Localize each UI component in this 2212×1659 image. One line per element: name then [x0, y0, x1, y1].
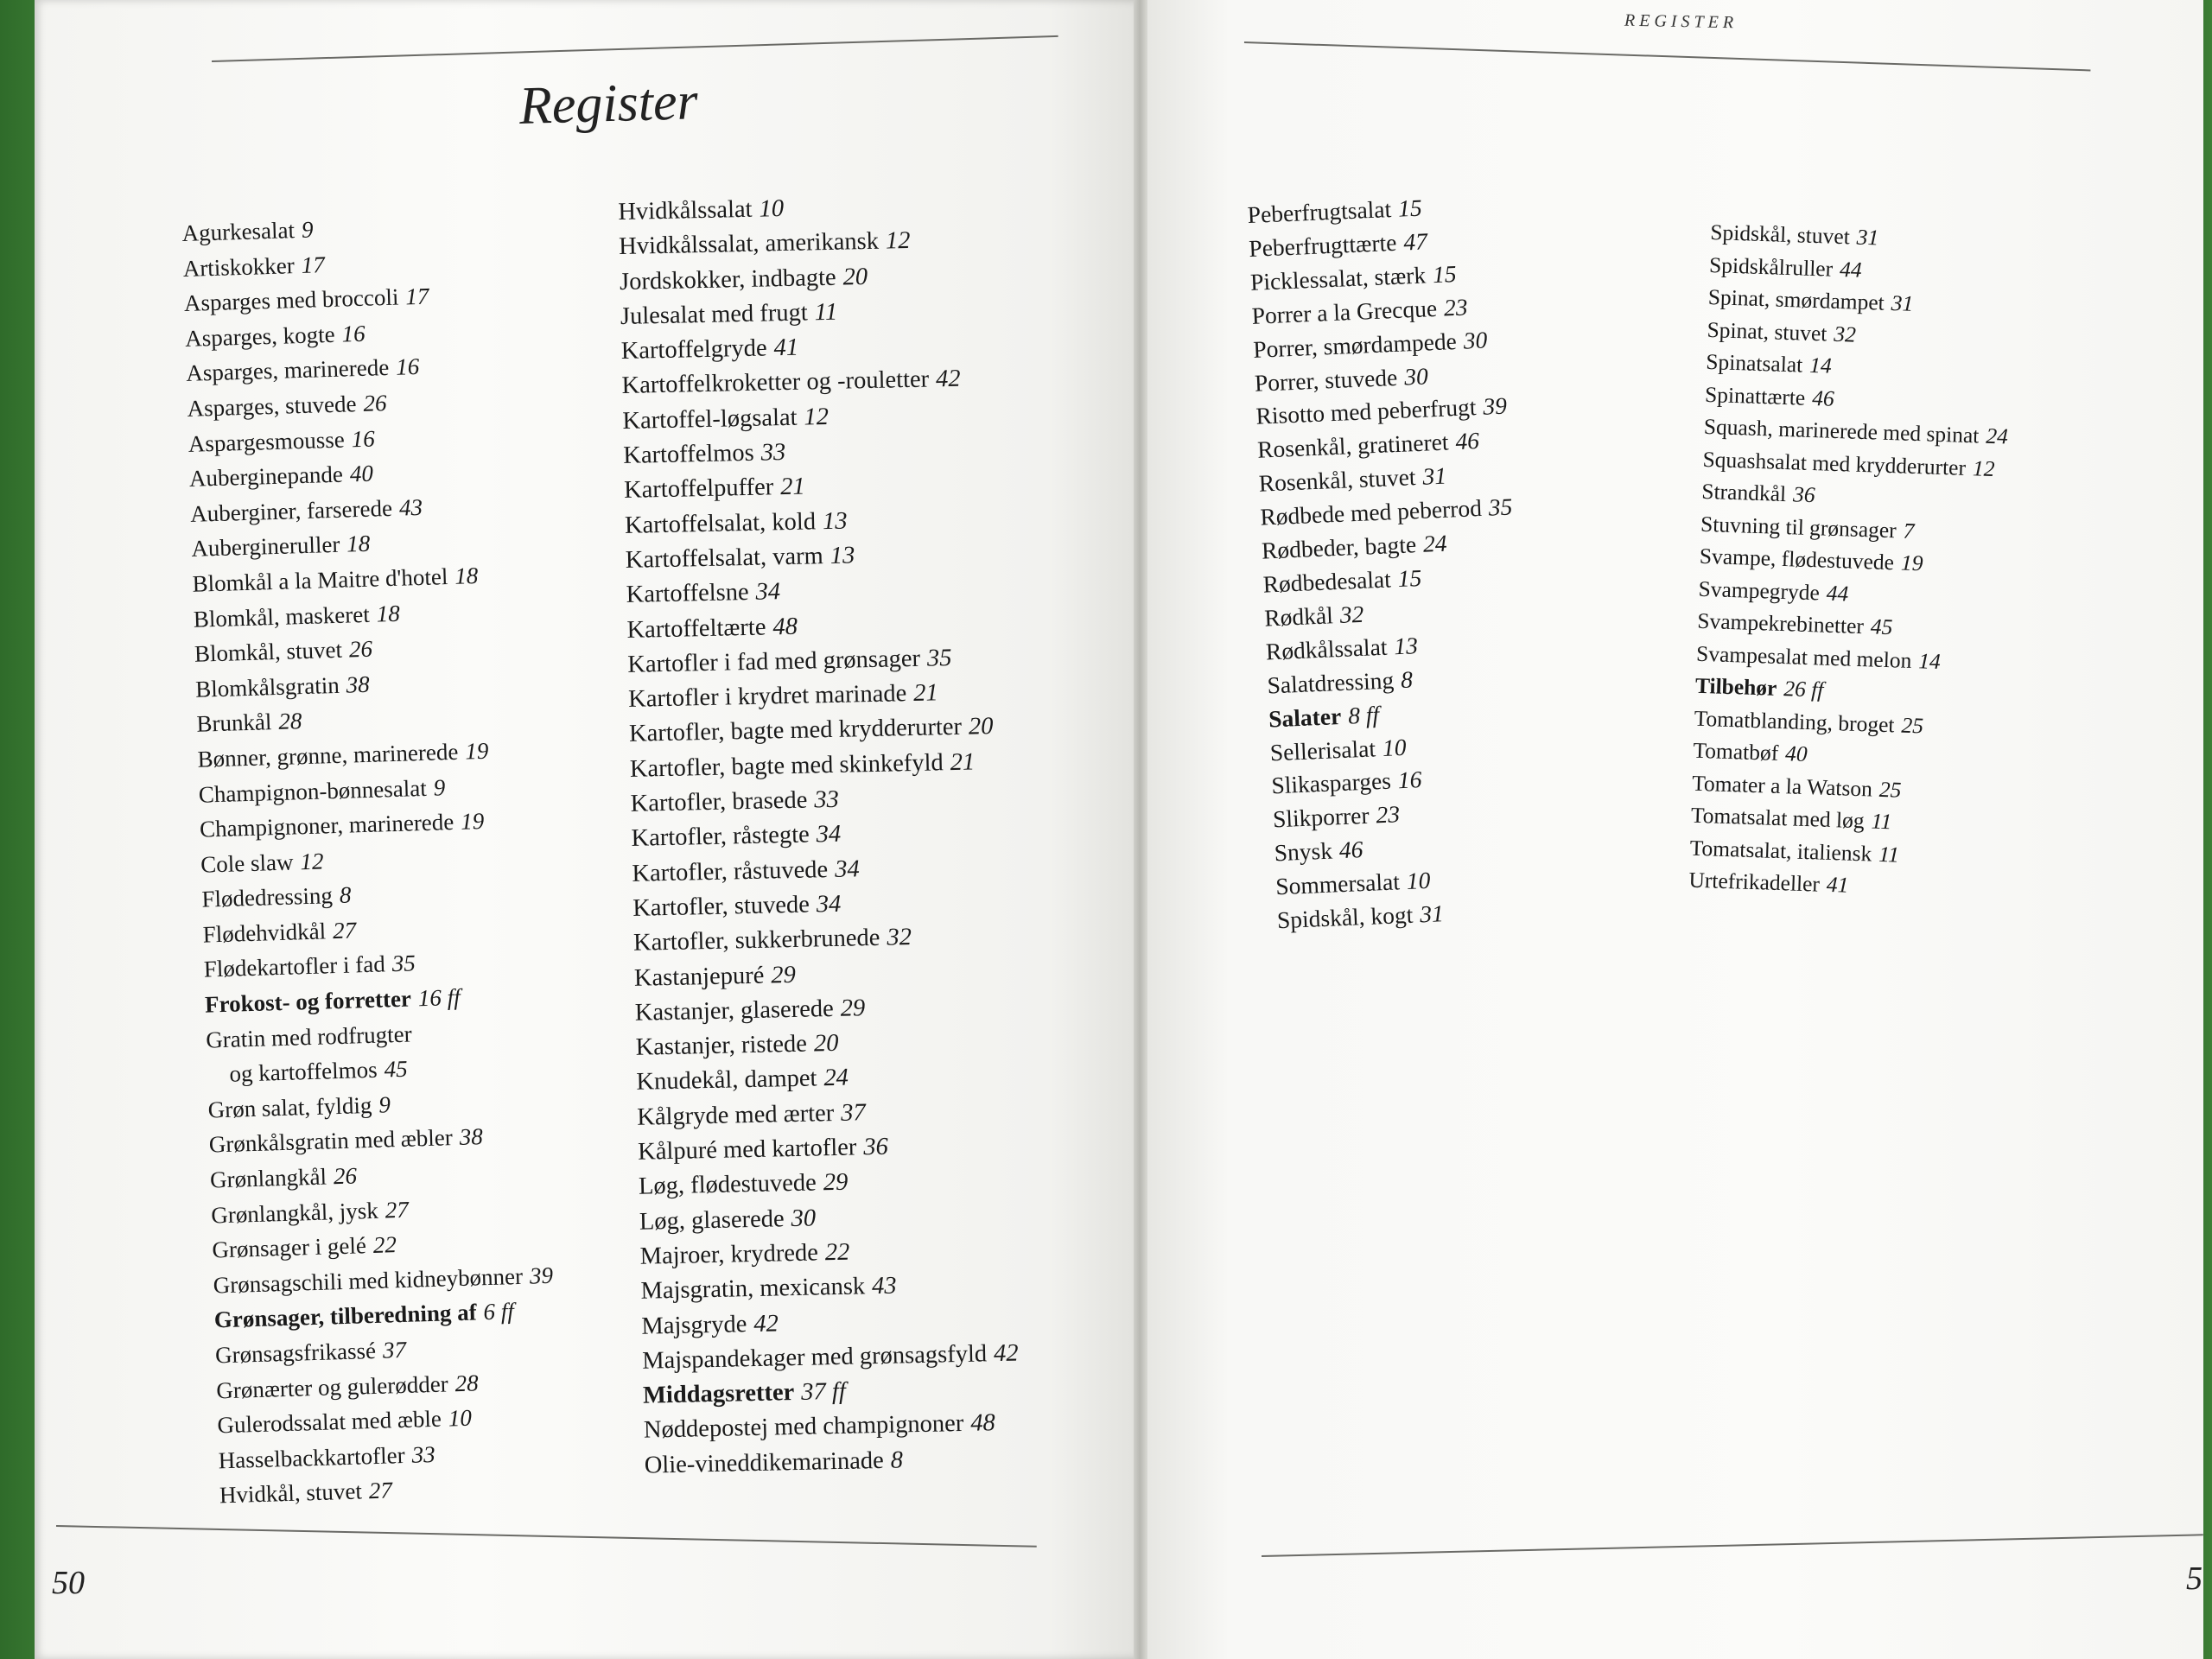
- index-entry-title: Peberfrugttærte: [1248, 228, 1397, 262]
- index-entry-page: 39: [1482, 392, 1508, 421]
- index-entry-page: 26 ff: [1783, 676, 1824, 702]
- index-entry-page: 43: [398, 493, 423, 521]
- index-entry-page: 48: [772, 613, 798, 640]
- index-entry-title: Blomkål a la Maitre d'hotel: [192, 563, 448, 597]
- index-entry-title: Peberfrugtsalat: [1247, 195, 1392, 228]
- index-entry-page: 44: [1839, 256, 1863, 283]
- index-entry-page: 42: [993, 1339, 1019, 1367]
- index-entry-page: 30: [1403, 361, 1429, 391]
- index-entry-title: Sellerisalat: [1269, 734, 1376, 766]
- index-entry-page: 36: [863, 1133, 889, 1161]
- index-entry-page: 46: [1811, 385, 1835, 411]
- index-entry-page: 34: [834, 855, 860, 883]
- index-column-2: [618, 188, 1021, 1484]
- index-entry-title: Tilbehør: [1694, 672, 1777, 701]
- index-entry-page: 13: [822, 507, 848, 535]
- index-entry-page: 21: [779, 473, 805, 501]
- index-entry-title: Spinatsalat: [1705, 348, 1803, 378]
- index-entry-page: 37: [840, 1098, 867, 1127]
- index-entry-page: 22: [824, 1238, 850, 1267]
- index-entry-title: Rødkål: [1263, 601, 1334, 632]
- index-entry-title: Majsgryde: [641, 1310, 747, 1340]
- index-entry-title: Kartoffelgryde: [620, 334, 767, 365]
- index-entry-title: Porrer, smørdampede: [1252, 327, 1458, 363]
- index-entry-title: Hvidkålssalat: [618, 195, 753, 226]
- index-entry-page: 11: [814, 298, 838, 327]
- index-entry-title: Rødbeder, bagte: [1261, 531, 1417, 564]
- index-entry-page: 33: [760, 439, 786, 467]
- index-entry-title: Kartofler i krydret marinade: [627, 680, 907, 714]
- index-column-3: [1247, 188, 1530, 938]
- index-entry-title: Auberginer, farserede: [189, 494, 393, 527]
- index-entry-title: Grønsagschili med kidneybønner: [213, 1262, 524, 1299]
- index-entry-title: Gulerodssalat med æble: [217, 1405, 442, 1439]
- index-entry-title: Gratin med rodfrugter: [205, 1020, 413, 1053]
- index-entry-page: 46: [1454, 427, 1480, 455]
- index-entry-title: Kartofler, sukkerbrunede: [632, 925, 880, 957]
- index-entry-title: Champignoner, marinerede: [199, 809, 454, 842]
- index-entry-title: Asparges, kogte: [184, 321, 336, 352]
- index-entry-title: Blomkål, maskeret: [193, 601, 371, 632]
- index-entry-page: 10: [1406, 866, 1431, 895]
- index-entry-page: 41: [1826, 871, 1849, 898]
- index-entry-title: Hasselbackkartofler: [218, 1441, 405, 1474]
- index-entry-page: 8 ff: [1347, 700, 1380, 729]
- index-entry-page: 26: [348, 635, 373, 663]
- index-entry-page: 23: [1375, 800, 1401, 829]
- index-entry-page: 24: [1422, 529, 1448, 557]
- book-gutter: [1134, 0, 1147, 1659]
- index-entry-title: Løg, glaserede: [639, 1205, 785, 1236]
- index-entry-page: 33: [411, 1440, 435, 1468]
- index-entry-title: Kartoffelmos: [622, 439, 755, 470]
- index-entry-title: Grønærter og gulerødder: [215, 1370, 449, 1403]
- index-entry-title: Spidskål, kogt: [1276, 900, 1414, 934]
- index-entry-page: 27: [385, 1196, 410, 1224]
- index-entry-page: 27: [332, 917, 357, 944]
- index-entry-page: 31: [1856, 224, 1879, 251]
- index-entry-page: 28: [454, 1370, 480, 1396]
- index-entry-title: Tomatblanding, broget: [1694, 705, 1896, 737]
- index-entry-title: Grønsagsfrikassé: [214, 1337, 377, 1369]
- index-entry-page: 41: [773, 334, 799, 362]
- index-entry-title: Majsgratin, mexicansk: [640, 1273, 866, 1305]
- index-entry-page: 20: [968, 713, 994, 741]
- index-entry-page: 8: [1400, 665, 1414, 693]
- index-entry-page: 16: [1397, 766, 1422, 794]
- index-entry-page: 22: [372, 1231, 397, 1259]
- index-entry-title: Porrer a la Grecque: [1251, 294, 1438, 329]
- index-entry-title: Blomkål, stuvet: [194, 636, 343, 667]
- index-entry-page: 7: [1903, 518, 1915, 543]
- index-entry-page: 47: [1402, 227, 1428, 256]
- index-entry-title: Kartofler, stuvede: [632, 891, 810, 922]
- index-entry-title: Asparges, marinerede: [185, 354, 390, 387]
- index-entry-title: Spinat, stuvet: [1707, 316, 1827, 346]
- index-entry-page: 39: [529, 1262, 554, 1289]
- page-number-left: 50: [52, 1565, 85, 1601]
- index-entry-title: Auberginepande: [188, 461, 344, 493]
- index-entry-page: 11: [1878, 841, 1900, 868]
- index-entry-page: 31: [1891, 289, 1914, 316]
- index-entry-title: Kartofler, bagte med krydderurter: [628, 714, 963, 748]
- index-entry-page: 17: [404, 283, 429, 310]
- index-entry-title: Slikporrer: [1272, 802, 1370, 833]
- index-entry-title: Blomkålsgratin: [194, 671, 340, 702]
- index-entry-page: 18: [346, 531, 371, 557]
- index-entry-title: Flødedressing: [201, 882, 334, 912]
- index-entry-title: Champignon-bønnesalat: [198, 774, 428, 808]
- index-entry-title: Grønlangkål: [209, 1163, 327, 1193]
- index-entry-page: 35: [926, 644, 952, 672]
- index-entry-page: 8: [339, 881, 352, 909]
- index-entry-page: 8: [890, 1446, 904, 1474]
- index-entry-page: 32: [1339, 600, 1364, 628]
- index-entry-title: Grønkålsgratin med æbler: [208, 1124, 454, 1158]
- index-entry-title: Cole slaw: [200, 849, 294, 878]
- index-entry-page: 9: [301, 216, 314, 243]
- index-entry-title: Slikasparges: [1270, 767, 1392, 799]
- index-entry-page: 16: [351, 425, 376, 452]
- index-entry-title: Tomater a la Watson: [1691, 770, 1873, 802]
- index-entry-title: Aspargesmousse: [188, 426, 346, 457]
- index-entry-title: Grønsager, tilberedning af: [213, 1299, 478, 1333]
- index-entry-title: Kartoffelsne: [626, 579, 749, 609]
- index-entry-title: Spinattærte: [1704, 381, 1806, 410]
- running-head: REGISTER: [1624, 10, 1738, 33]
- index-entry-page: 35: [391, 950, 416, 977]
- index-entry-page: 31: [1419, 899, 1445, 928]
- index-entry-title: Rødbedesalat: [1262, 565, 1392, 598]
- index-entry-title: Salatdressing: [1266, 666, 1395, 699]
- index-entry-page: 11: [1871, 808, 1892, 835]
- index-entry-title: Brunkål: [196, 709, 272, 738]
- index-entry-page: 18: [454, 562, 479, 589]
- index-entry-page: 21: [912, 679, 939, 708]
- index-entry-page: 10: [448, 1404, 473, 1432]
- index-entry-title: Spidskål, stuvet: [1709, 219, 1851, 250]
- index-entry-title: Aubergineruller: [190, 531, 340, 563]
- index-entry-title: Kartoffel-løgsalat: [622, 404, 798, 435]
- index-entry-page: 38: [346, 671, 371, 698]
- index-entry-page: 14: [1917, 647, 1942, 674]
- index-entry-title: Kartoffelpuffer: [623, 474, 774, 505]
- index-entry-title: Kartoffelsalat, varm: [625, 543, 824, 574]
- index-entry-page: 24: [1985, 423, 2009, 449]
- index-entry-title: Majroer, krydrede: [639, 1239, 819, 1270]
- index-entry-page: 23: [1443, 293, 1469, 321]
- index-entry-title: Rosenkål, stuvet: [1258, 463, 1417, 497]
- index-entry-title: Porrer, stuvede: [1254, 363, 1398, 397]
- index-entry-title: Squash, marinerede med spinat: [1703, 413, 1980, 448]
- index-entry-title: Rødbede med peberrod: [1259, 494, 1483, 531]
- index-entry-page: 29: [840, 995, 866, 1022]
- index-entry-page: 14: [1808, 352, 1833, 378]
- index-entry-page: 20: [813, 1029, 839, 1058]
- index-entry-page: 32: [1833, 321, 1857, 347]
- index-entry-title: Flødekartofler i fad: [203, 950, 386, 983]
- index-entry-page: 34: [816, 890, 842, 918]
- index-column-1: [181, 206, 560, 1513]
- index-entry-page: 16: [395, 353, 420, 381]
- index-entry-page: 25: [1901, 712, 1924, 738]
- index-entry-title: Risotto med peberfrugt: [1255, 393, 1478, 430]
- index-entry-page: 19: [1900, 550, 1923, 576]
- index-entry-page: 10: [759, 194, 785, 223]
- index-entry-title: Squashsalat med krydderurter: [1702, 446, 1967, 480]
- index-entry-page: 45: [1870, 613, 1893, 640]
- index-entry-title: Asparges med broccoli: [183, 283, 399, 317]
- index-entry-title: Grønsager i gelé: [212, 1232, 367, 1263]
- index-entry-title: Urtefrikadeller: [1688, 867, 1821, 897]
- index-entry-page: 20: [842, 263, 868, 291]
- index-entry-page: 45: [384, 1055, 409, 1083]
- index-entry-title: Picklessalat, stærk: [1249, 261, 1427, 296]
- index-entry-page: 28: [277, 708, 302, 735]
- index-entry-title: Kartoffelkroketter og -rouletter: [621, 365, 930, 400]
- index-entry-title: Strandkål: [1700, 478, 1787, 507]
- index-entry-title: Tomatbøf: [1693, 737, 1779, 766]
- index-entry-title: Jordskokker, indbagte: [619, 264, 836, 296]
- index-entry-page: 15: [1397, 194, 1423, 222]
- index-entry-title: Hvidkål, stuvet: [219, 1478, 363, 1509]
- index-entry-page: 12: [885, 227, 911, 255]
- index-entry-page: 24: [823, 1065, 849, 1092]
- index-entry-page: 38: [459, 1123, 484, 1151]
- index-entry-page: 19: [460, 808, 485, 835]
- index-entry-title: Kartoffelsalat, kold: [624, 507, 817, 539]
- index-entry-page: 30: [1463, 326, 1488, 354]
- index-entry-title: Julesalat med frugt: [620, 299, 809, 330]
- index-entry-title: Grønlangkål, jysk: [210, 1197, 379, 1229]
- index-entry-page: 13: [1393, 631, 1419, 660]
- index-entry-page: 43: [871, 1272, 897, 1300]
- index-entry-title: Løg, flødestuvede: [638, 1169, 817, 1201]
- index-entry-page: 30: [791, 1205, 817, 1232]
- index-entry-page: 18: [376, 600, 401, 627]
- index-entry-page: 40: [1784, 741, 1808, 767]
- index-entry-page: 6 ff: [483, 1298, 515, 1325]
- index-entry-title: Svampekrebinetter: [1696, 607, 1865, 639]
- index-entry-title: Rosenkål, gratineret: [1256, 428, 1450, 464]
- index-entry-page: 27: [368, 1477, 393, 1504]
- index-entry-title: Middagsretter: [642, 1379, 795, 1409]
- index-entry-title: Nøddepostej med champignoner: [643, 1410, 964, 1445]
- index-entry-page: 12: [804, 403, 830, 431]
- index-entry-title: Bønner, grønne, marinerede: [197, 738, 459, 772]
- index-entry-title: Kastanjepuré: [633, 962, 765, 992]
- index-entry-page: 29: [823, 1168, 849, 1197]
- index-entry-page: 9: [378, 1091, 391, 1118]
- index-entry-title: Svampe, flødestuvede: [1699, 543, 1895, 575]
- index-entry-title: Kartofler i fad med grønsager: [627, 645, 921, 678]
- index-entry-title: og kartoffelmos: [229, 1056, 378, 1088]
- index-entry-page: 29: [770, 961, 797, 989]
- index-entry-page: 12: [300, 848, 324, 874]
- index-entry-page: 31: [1421, 461, 1447, 490]
- index-entry-title: Svampesalat med melon: [1695, 640, 1912, 673]
- index-entry-page: [418, 1020, 419, 1046]
- index-entry-title: Hvidkålssalat, amerikansk: [618, 227, 880, 261]
- index-entry-page: 44: [1826, 580, 1849, 607]
- index-entry-title: Kålpuré med kartofler: [637, 1134, 857, 1166]
- page-number-right: 5: [2186, 1560, 2202, 1597]
- index-entry-page: 34: [755, 578, 781, 607]
- index-entry-title: Agurkesalat: [181, 217, 296, 246]
- index-column-4: [1688, 216, 2015, 906]
- index-entry-title: Artiskokker: [182, 251, 296, 282]
- index-entry-title: Olie-vineddikemarinade: [644, 1446, 885, 1479]
- index-entry-page: 16: [341, 320, 366, 347]
- index-entry-page: 33: [813, 785, 840, 814]
- index-entry-page: 34: [816, 821, 842, 849]
- index-entry-title: Flødehvidkål: [202, 918, 327, 948]
- index-entry-page: 12: [1972, 454, 1995, 481]
- index-entry-page: 16 ff: [417, 983, 461, 1012]
- index-entry-page: 37: [382, 1336, 407, 1363]
- index-entry-page: 19: [464, 737, 489, 765]
- index-entry-title: Kartofler, bagte med skinkefyld: [629, 749, 944, 783]
- index-entry-page: 48: [969, 1409, 996, 1438]
- index-entry-title: Stuvning til grønsager: [1700, 511, 1897, 543]
- index-entry-page: 9: [433, 773, 446, 801]
- index-entry-title: Sommersalat: [1274, 868, 1401, 900]
- index-entry-title: Salater: [1268, 702, 1342, 733]
- index-entry-page: 35: [1488, 493, 1513, 521]
- index-entry-title: Tomatsalat, italiensk: [1689, 835, 1872, 867]
- index-entry-title: Frokost- og forretter: [204, 985, 412, 1018]
- index-entry-page: 17: [301, 251, 326, 278]
- index-entry-title: Kastanjer, ristede: [635, 1030, 808, 1061]
- index-entry-page: 15: [1397, 563, 1422, 593]
- index-entry-page: 15: [1432, 259, 1458, 288]
- index-entry-title: Knudekål, dampet: [636, 1065, 817, 1096]
- index-entry-page: 42: [753, 1309, 779, 1338]
- index-entry-page: 26: [333, 1162, 358, 1190]
- index-entry-title: Kartofler, råstuvede: [632, 855, 829, 887]
- index-entry-page: 32: [887, 924, 912, 951]
- index-entry-title: Tomatsalat med løg: [1690, 802, 1866, 834]
- index-entry-page: 36: [1792, 481, 1816, 508]
- index-entry-title: Kartofler, råstegte: [631, 821, 810, 853]
- index-entry-title: Asparges, stuvede: [187, 391, 357, 422]
- index-entry-title: Snysk: [1274, 836, 1333, 867]
- index-entry-title: Kålgryde med ærter: [637, 1099, 835, 1131]
- index-entry-title: Kastanjer, glaserede: [634, 995, 835, 1027]
- index-entry-title: Spidskålruller: [1708, 251, 1834, 282]
- index-entry-title: Spinat, smørdampet: [1707, 283, 1885, 315]
- index-entry-title: Majspandekager med grønsagsfyld: [641, 1340, 988, 1375]
- page-title: Register: [518, 72, 699, 136]
- index-entry-page: 40: [349, 460, 374, 487]
- index-entry-title: Svampegryde: [1698, 575, 1821, 605]
- index-entry-page: 46: [1338, 836, 1364, 864]
- index-entry-title: Kartoffeltærte: [626, 613, 766, 644]
- index-entry-title: Rødkålssalat: [1265, 632, 1389, 665]
- index-entry-page: 21: [950, 748, 976, 776]
- index-entry-page: 26: [363, 390, 387, 416]
- index-entry-page: 13: [830, 542, 855, 569]
- index-entry-page: 37 ff: [800, 1377, 847, 1406]
- index-entry-page: 25: [1878, 776, 1902, 803]
- index-entry-page: 42: [935, 365, 961, 393]
- index-entry-page: 10: [1382, 733, 1408, 761]
- index-entry-title: Kartofler, brasede: [630, 786, 808, 817]
- index-entry-title: Grøn salat, fyldig: [207, 1091, 372, 1123]
